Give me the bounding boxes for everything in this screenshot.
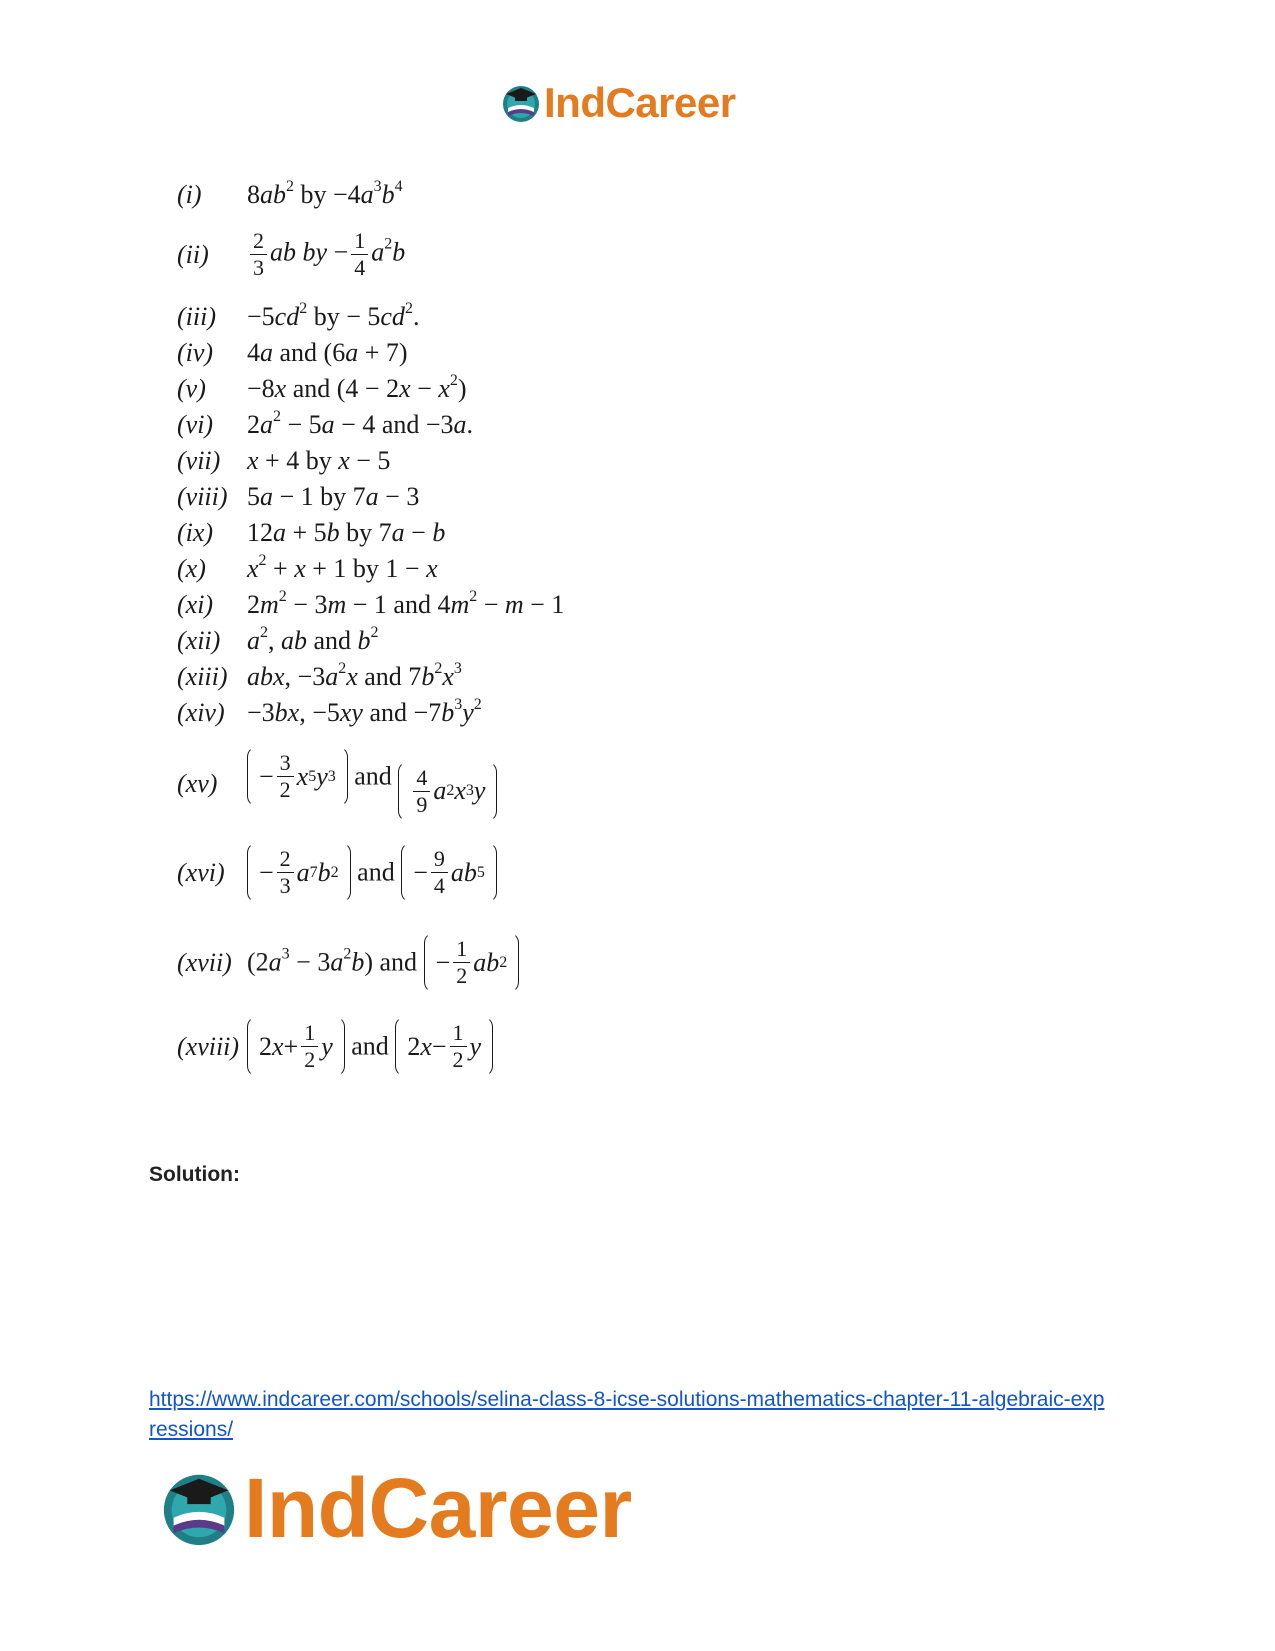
item-expression: −8x and $(4 - 2x - x^2)$ [247, 372, 467, 403]
item-expression: abx, $-3a^2x$ and $7b^2x^3$ [247, 660, 462, 691]
list-item [177, 180, 403, 210]
item-number: (ii) [177, 239, 209, 269]
list-item [177, 590, 564, 620]
graduation-cap-globe-icon [500, 82, 542, 124]
list-item [177, 938, 519, 987]
item-expression: x + 4 by x − 5 [247, 446, 391, 475]
item-number: (vii) [177, 446, 221, 475]
item-expression: − $\frac{2}{3}$ a 7 b 2 and − $\frac{9}{4}$ ab 5 [247, 848, 497, 897]
item-number: (xv) [177, 768, 218, 798]
item-expression: $x^2 + x + 1$ by 1 − x [247, 552, 438, 583]
list-item [177, 1022, 493, 1071]
item-expression: $2m^2 - 3m - 1$ and $4m^2 - m - 1$ [247, 588, 565, 619]
item-number: (xviii) [177, 1031, 240, 1061]
item-number: (ix) [177, 518, 214, 547]
item-number: (viii) [177, 482, 228, 511]
item-number: (xvii) [177, 947, 232, 977]
list-item [177, 482, 419, 512]
item-expression: −3bx, −5xy and $-7b^3y^2$ [247, 696, 482, 727]
list-item [177, 410, 473, 440]
item-number: (xvi) [177, 857, 225, 887]
item-number: (x) [177, 554, 206, 583]
question-image [150, 178, 710, 1143]
item-expression: $(2a^3 - 3a^2b)$ and − $\frac{1}{2}$ ab 2 [247, 938, 519, 987]
list-item [177, 554, 438, 584]
item-number: (v) [177, 374, 206, 403]
solution-label: Solution: [149, 1163, 240, 1186]
item-number: (i) [177, 180, 202, 209]
item-expression: 12a + 5b by 7a − b [247, 518, 446, 547]
source-link[interactable]: https://www.indcareer.com/schools/selina-class-8-icse-solutions-mathematics-chapter-11-algebraic-expressions/ [149, 1388, 1105, 1441]
list-item [177, 374, 467, 404]
list-item [177, 518, 445, 548]
item-number: (xiv) [177, 698, 225, 727]
list-item [177, 848, 497, 897]
item-number: (iii) [177, 302, 216, 331]
item-expression: $8ab^2$ by $-4a^3b^4$ [247, 178, 403, 209]
item-number: (vi) [177, 410, 214, 439]
item-expression: 5a − 1 by 7a − 3 [247, 482, 420, 511]
list-item [177, 230, 405, 279]
header-logo [500, 78, 736, 128]
list-item [177, 338, 408, 368]
item-expression: $a^2$, ab and $b^2$ [247, 624, 379, 655]
logo-text: IndCareer [544, 79, 736, 126]
list-item [177, 626, 379, 656]
item-expression: 2 x + $\frac{1}{2}$ y and 2 x − $\frac{1}{2}$ y [247, 1022, 493, 1071]
footer-logo [158, 1462, 632, 1554]
item-expression: − $\frac{3}{2}$ x 5 y 3 and $\frac{4}{9}$ a 2 x 3 y [247, 752, 497, 816]
item-expression: $-5cd^2$ by − $5cd^2$. [247, 300, 420, 331]
list-item [177, 662, 462, 692]
graduation-cap-globe-icon [158, 1467, 240, 1549]
item-expression: $2a^2 - 5a - 4$ and −3a. [247, 408, 474, 439]
list-item [177, 302, 419, 332]
item-number: (xiii) [177, 662, 228, 691]
list-item [177, 446, 390, 476]
item-expression: 4a and (6a + 7) [247, 338, 408, 367]
list-item [177, 752, 497, 816]
item-number: (xi) [177, 590, 214, 619]
item-expression: $\frac{2}{3}$ ab by − $\frac{1}{4}$ $a^2b$ [247, 230, 405, 279]
item-number: (iv) [177, 338, 214, 367]
item-number: (xii) [177, 626, 221, 655]
logo-text: IndCareer [244, 1460, 632, 1555]
list-item [177, 698, 482, 728]
